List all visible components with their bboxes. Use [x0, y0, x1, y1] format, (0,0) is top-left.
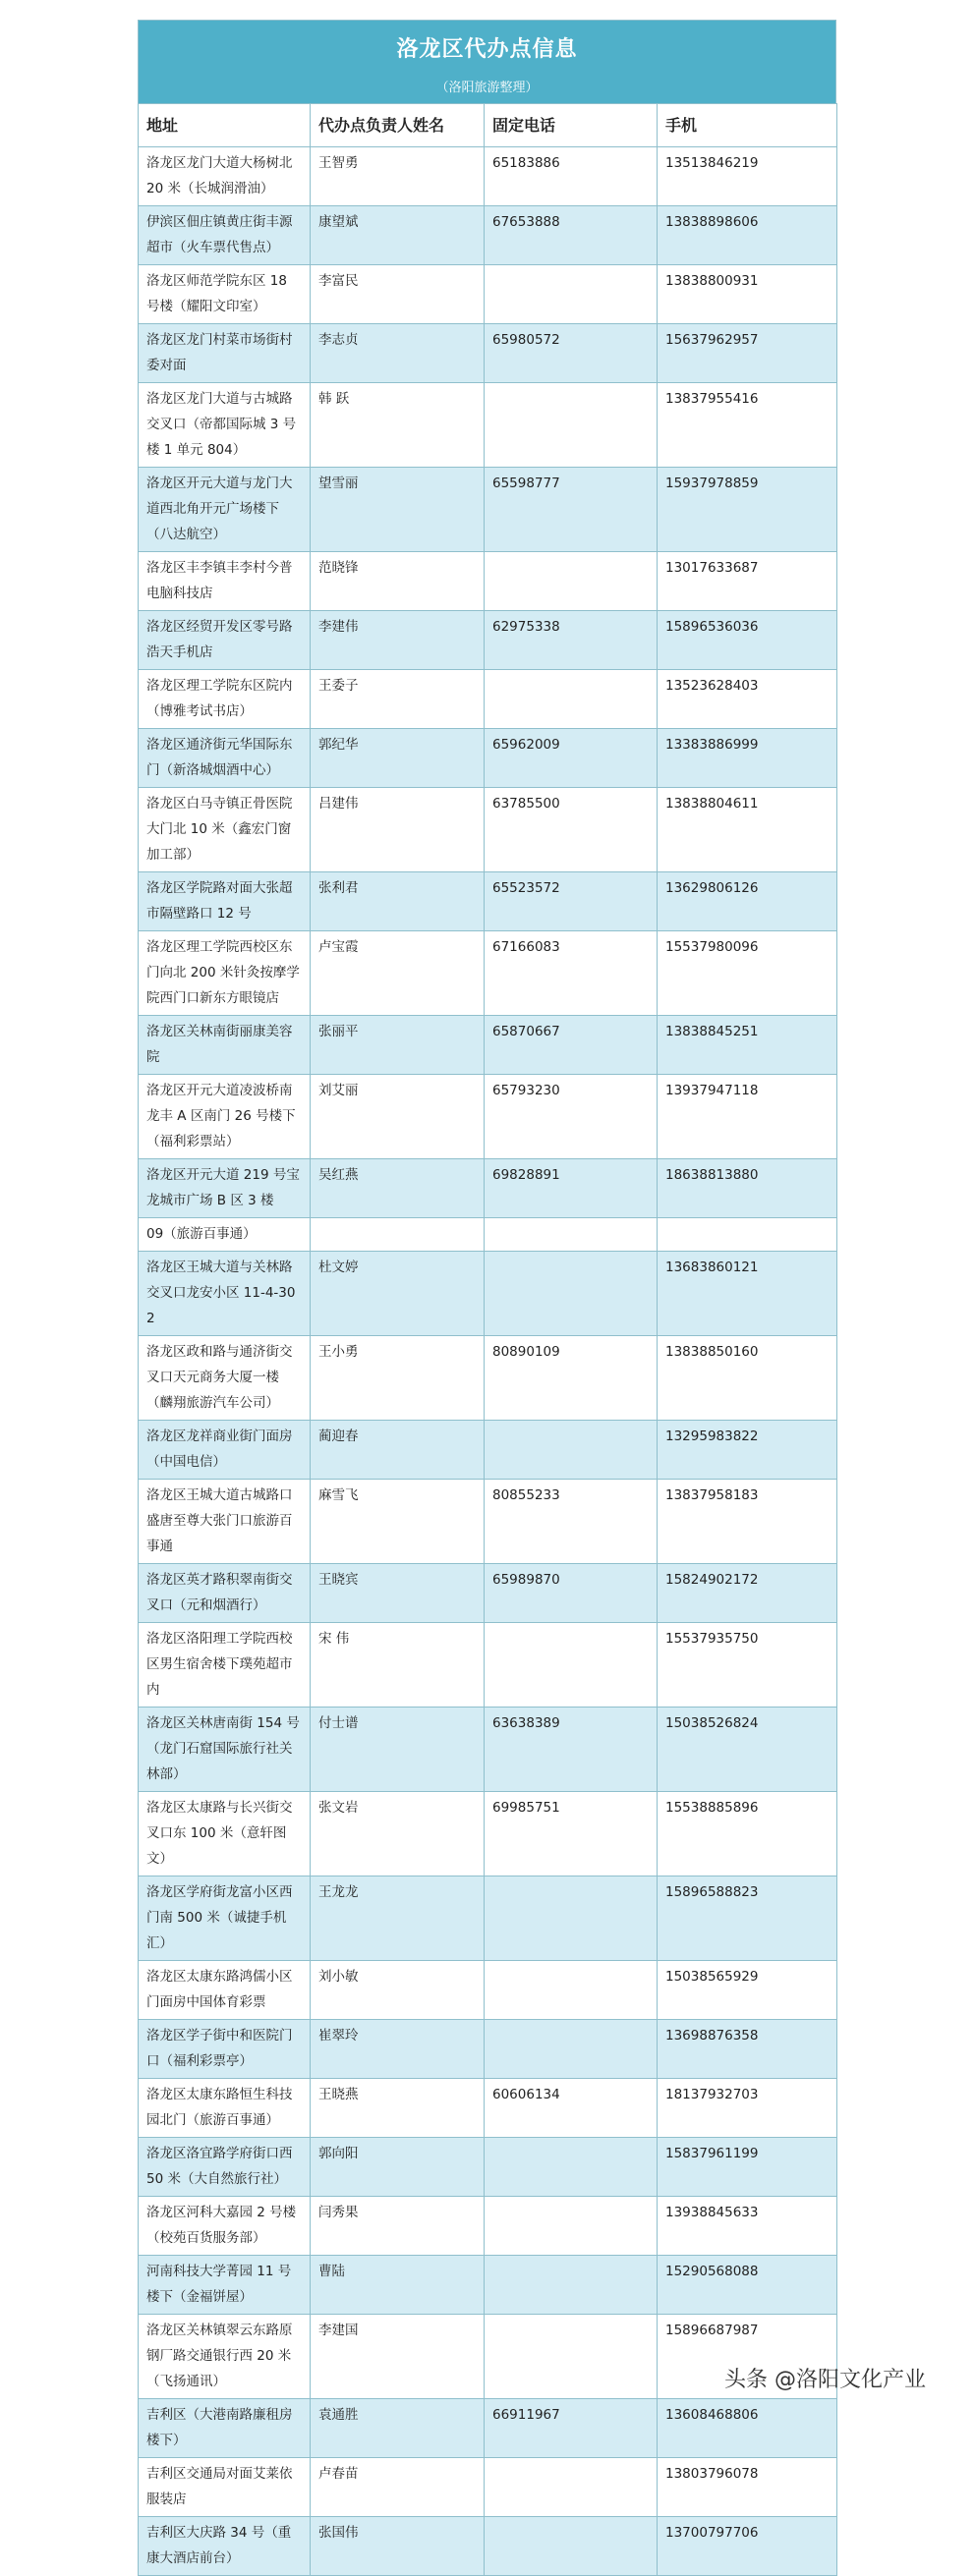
cell-address: 洛龙区政和路与通济街交叉口天元商务大厦一楼（麟翔旅游汽车公司）	[139, 1336, 311, 1421]
cell-agent-name: 李富民	[311, 265, 485, 324]
cell-address: 洛龙区王城大道与关林路交叉口龙安小区 11-4-302	[139, 1252, 311, 1336]
cell-mobile: 13698876358	[658, 2020, 837, 2079]
cell-mobile: 13803796078	[658, 2458, 837, 2517]
cell-address: 洛龙区理工学院东区院内（博雅考试书店）	[139, 670, 311, 729]
table-row	[139, 2517, 837, 2576]
table-row	[139, 1961, 837, 2020]
table-row	[139, 2256, 837, 2315]
cell-mobile: 13838800931	[658, 265, 837, 324]
cell-address: 洛龙区太康路与长兴街交叉口东 100 米（意轩图文）	[139, 1792, 311, 1876]
table-row	[139, 383, 837, 468]
cell-mobile: 15896536036	[658, 611, 837, 670]
cell-mobile: 13837958183	[658, 1480, 837, 1564]
table-row	[139, 206, 837, 265]
cell-landline	[485, 2517, 658, 2576]
cell-landline	[485, 2197, 658, 2256]
table-row	[139, 1421, 837, 1480]
cell-landline	[485, 552, 658, 611]
cell-agent-name: 麻雪飞	[311, 1480, 485, 1564]
cell-agent-name: 王晓宾	[311, 1564, 485, 1623]
cell-mobile: 13838850160	[658, 1336, 837, 1421]
table-row	[139, 1075, 837, 1159]
cell-mobile: 15537935750	[658, 1623, 837, 1708]
cell-agent-name: 王小勇	[311, 1336, 485, 1421]
cell-agent-name: 宋 伟	[311, 1623, 485, 1708]
cell-agent-name: 李建国	[311, 2315, 485, 2399]
cell-address: 洛龙区龙门大道大杨树北 20 米（长城润滑油）	[139, 147, 311, 206]
cell-mobile: 13838804611	[658, 788, 837, 872]
cell-landline: 63638389	[485, 1708, 658, 1792]
cell-landline	[485, 1252, 658, 1336]
cell-agent-name: 王委子	[311, 670, 485, 729]
cell-agent-name: 张丽平	[311, 1016, 485, 1075]
cell-address: 洛龙区开元大道与龙门大道西北角开元广场楼下（八达航空）	[139, 468, 311, 552]
cell-mobile: 13683860121	[658, 1252, 837, 1336]
cell-mobile: 15896687987	[658, 2315, 837, 2399]
cell-agent-name: 吕建伟	[311, 788, 485, 872]
cell-landline: 65980572	[485, 324, 658, 383]
table-row	[139, 1252, 837, 1336]
cell-address: 洛龙区学子街中和医院门口（福利彩票亭）	[139, 2020, 311, 2079]
watermark-text: 头条 @洛阳文化产业	[724, 2368, 926, 2392]
cell-landline: 80890109	[485, 1336, 658, 1421]
cell-mobile: 13838845251	[658, 1016, 837, 1075]
table-title: 洛龙区代办点信息	[396, 37, 578, 62]
cell-address: 洛龙区开元大道凌波桥南龙丰 A 区南门 26 号楼下（福利彩票站）	[139, 1075, 311, 1159]
table-row	[139, 2399, 837, 2458]
table-row	[139, 1623, 837, 1708]
table-row	[139, 931, 837, 1016]
cell-address: 洛龙区龙门大道与古城路交叉口（帝都国际城 3 号楼 1 单元 804）	[139, 383, 311, 468]
cell-address: 洛龙区河科大嘉园 2 号楼（校苑百货服务部）	[139, 2197, 311, 2256]
table-row	[139, 1876, 837, 1961]
cell-address: 伊滨区佃庄镇黄庄街丰源超市（火车票代售点）	[139, 206, 311, 265]
cell-address: 洛龙区学院路对面大张超市隔壁路口 12 号	[139, 872, 311, 931]
cell-agent-name: 袁通胜	[311, 2399, 485, 2458]
agency-table	[138, 103, 837, 2576]
cell-landline	[485, 2020, 658, 2079]
cell-agent-name: 望雪丽	[311, 468, 485, 552]
cell-agent-name: 卢宝霞	[311, 931, 485, 1016]
cell-mobile: 15038526824	[658, 1708, 837, 1792]
cell-landline	[485, 265, 658, 324]
cell-mobile: 15837961199	[658, 2138, 837, 2197]
cell-landline: 62975338	[485, 611, 658, 670]
cell-landline	[485, 2315, 658, 2399]
cell-landline	[485, 1961, 658, 2020]
cell-landline	[485, 2458, 658, 2517]
cell-agent-name: 刘艾丽	[311, 1075, 485, 1159]
cell-agent-name: 蔺迎春	[311, 1421, 485, 1480]
cell-mobile: 13700797706	[658, 2517, 837, 2576]
cell-mobile: 13017633687	[658, 552, 837, 611]
cell-address: 洛龙区关林唐南街 154 号（龙门石窟国际旅行社关林部）	[139, 1708, 311, 1792]
cell-address: 洛龙区师范学院东区 18 号楼（耀阳文印室）	[139, 265, 311, 324]
cell-agent-name: 杜文婷	[311, 1252, 485, 1336]
cell-address: 洛龙区关林镇翠云东路原钢厂路交通银行西 20 米（飞扬通讯）	[139, 2315, 311, 2399]
table-row	[139, 2138, 837, 2197]
table-body	[139, 147, 837, 2576]
cell-mobile: 15637962957	[658, 324, 837, 383]
cell-mobile: 15290568088	[658, 2256, 837, 2315]
cell-agent-name: 卢春苗	[311, 2458, 485, 2517]
cell-mobile: 13837955416	[658, 383, 837, 468]
cell-address: 吉利区大庆路 34 号（重康大酒店前台）	[139, 2517, 311, 2576]
cell-agent-name: 付士谱	[311, 1708, 485, 1792]
table-row	[139, 2458, 837, 2517]
cell-landline: 65989870	[485, 1564, 658, 1623]
cell-agent-name: 张国伟	[311, 2517, 485, 2576]
cell-mobile: 13838898606	[658, 206, 837, 265]
cell-agent-name	[311, 1218, 485, 1252]
cell-mobile: 15896588823	[658, 1876, 837, 1961]
cell-address: 洛龙区丰李镇丰李村今普电脑科技店	[139, 552, 311, 611]
cell-mobile: 18137932703	[658, 2079, 837, 2138]
table-row	[139, 1564, 837, 1623]
cell-landline: 65962009	[485, 729, 658, 788]
header-agent-name: 代办点负责人姓名	[311, 104, 485, 147]
table-row	[139, 552, 837, 611]
cell-mobile: 13383886999	[658, 729, 837, 788]
cell-landline	[485, 1421, 658, 1480]
table-subtitle: （洛阳旅游整理）	[435, 81, 539, 95]
cell-agent-name: 吴红燕	[311, 1159, 485, 1218]
cell-address: 洛龙区白马寺镇正骨医院大门北 10 米（鑫宏门窗加工部）	[139, 788, 311, 872]
cell-address: 洛龙区洛宜路学府街口西 50 米（大自然旅行社）	[139, 2138, 311, 2197]
cell-address: 洛龙区关林南街丽康美容院	[139, 1016, 311, 1075]
cell-address: 洛龙区洛阳理工学院西校区男生宿舍楼下璞苑超市内	[139, 1623, 311, 1708]
table-row	[139, 1016, 837, 1075]
cell-agent-name: 王晓燕	[311, 2079, 485, 2138]
cell-address: 洛龙区开元大道 219 号宝龙城市广场 B 区 3 楼	[139, 1159, 311, 1218]
table-row	[139, 670, 837, 729]
cell-mobile: 13513846219	[658, 147, 837, 206]
cell-landline: 65598777	[485, 468, 658, 552]
cell-mobile: 15038565929	[658, 1961, 837, 2020]
cell-address: 洛龙区经贸开发区零号路浩天手机店	[139, 611, 311, 670]
cell-mobile: 15538885896	[658, 1792, 837, 1876]
cell-landline: 69985751	[485, 1792, 658, 1876]
table-row	[139, 2020, 837, 2079]
table-row	[139, 265, 837, 324]
cell-address: 洛龙区太康东路鸿儒小区门面房中国体育彩票	[139, 1961, 311, 2020]
table-row	[139, 468, 837, 552]
cell-landline: 60606134	[485, 2079, 658, 2138]
cell-agent-name: 康望斌	[311, 206, 485, 265]
cell-address: 09（旅游百事通）	[139, 1218, 311, 1252]
cell-mobile: 13608468806	[658, 2399, 837, 2458]
cell-agent-name: 李志贞	[311, 324, 485, 383]
cell-agent-name: 郭纪华	[311, 729, 485, 788]
table-row	[139, 1708, 837, 1792]
cell-landline: 67653888	[485, 206, 658, 265]
cell-mobile: 13295983822	[658, 1421, 837, 1480]
header-landline: 固定电话	[485, 104, 658, 147]
cell-landline	[485, 670, 658, 729]
cell-agent-name: 韩 跃	[311, 383, 485, 468]
cell-agent-name: 郭向阳	[311, 2138, 485, 2197]
cell-mobile: 18638813880	[658, 1159, 837, 1218]
cell-mobile: 15824902172	[658, 1564, 837, 1623]
header-address: 地址	[139, 104, 311, 147]
cell-landline: 65523572	[485, 872, 658, 931]
table-row	[139, 147, 837, 206]
cell-landline	[485, 1218, 658, 1252]
cell-address: 洛龙区龙门村菜市场街村委对面	[139, 324, 311, 383]
cell-landline: 69828891	[485, 1159, 658, 1218]
cell-landline: 65183886	[485, 147, 658, 206]
cell-landline: 67166083	[485, 931, 658, 1016]
cell-address: 洛龙区龙祥商业街门面房（中国电信）	[139, 1421, 311, 1480]
table-row	[139, 611, 837, 670]
cell-mobile	[658, 1218, 837, 1252]
cell-landline	[485, 2138, 658, 2197]
cell-address: 洛龙区太康东路恒生科技园北门（旅游百事通）	[139, 2079, 311, 2138]
table-row	[139, 1159, 837, 1218]
cell-agent-name: 曹陆	[311, 2256, 485, 2315]
cell-landline: 65793230	[485, 1075, 658, 1159]
cell-agent-name: 王龙龙	[311, 1876, 485, 1961]
cell-agent-name: 张文岩	[311, 1792, 485, 1876]
cell-address: 吉利区交通局对面艾莱依服装店	[139, 2458, 311, 2517]
cell-address: 河南科技大学菁园 11 号楼下（金福饼屋）	[139, 2256, 311, 2315]
table-row	[139, 729, 837, 788]
cell-agent-name: 范晓锋	[311, 552, 485, 611]
cell-agent-name: 张利君	[311, 872, 485, 931]
table-header-row	[139, 104, 837, 147]
cell-mobile: 13938845633	[658, 2197, 837, 2256]
cell-landline	[485, 2256, 658, 2315]
cell-mobile: 13523628403	[658, 670, 837, 729]
table-row	[139, 788, 837, 872]
cell-agent-name: 闫秀果	[311, 2197, 485, 2256]
cell-agent-name: 李建伟	[311, 611, 485, 670]
cell-landline: 63785500	[485, 788, 658, 872]
cell-landline	[485, 1623, 658, 1708]
cell-agent-name: 崔翠玲	[311, 2020, 485, 2079]
cell-mobile: 15537980096	[658, 931, 837, 1016]
cell-address: 洛龙区英才路积翠南街交叉口（元和烟酒行）	[139, 1564, 311, 1623]
cell-address: 洛龙区王城大道古城路口盛唐至尊大张门口旅游百事通	[139, 1480, 311, 1564]
cell-mobile: 15937978859	[658, 468, 837, 552]
table-row	[139, 2197, 837, 2256]
table-row	[139, 1336, 837, 1421]
table-row	[139, 324, 837, 383]
cell-address: 洛龙区通济街元华国际东门（新洛城烟酒中心）	[139, 729, 311, 788]
cell-agent-name: 刘小敏	[311, 1961, 485, 2020]
cell-mobile: 13937947118	[658, 1075, 837, 1159]
table-row	[139, 1792, 837, 1876]
cell-mobile: 13629806126	[658, 872, 837, 931]
cell-address: 吉利区（大港南路廉租房楼下）	[139, 2399, 311, 2458]
agency-table-container	[138, 20, 836, 2576]
cell-landline: 80855233	[485, 1480, 658, 1564]
cell-address: 洛龙区学府街龙富小区西门南 500 米（诚捷手机汇）	[139, 1876, 311, 1961]
table-row	[139, 2079, 837, 2138]
cell-address: 洛龙区理工学院西校区东门向北 200 米针灸按摩学院西门口新东方眼镜店	[139, 931, 311, 1016]
table-row	[139, 1218, 837, 1252]
table-row	[139, 872, 837, 931]
table-row	[139, 1480, 837, 1564]
table-title-band	[138, 20, 836, 103]
cell-landline	[485, 1876, 658, 1961]
header-mobile: 手机	[658, 104, 837, 147]
cell-landline	[485, 383, 658, 468]
cell-landline: 65870667	[485, 1016, 658, 1075]
cell-landline: 66911967	[485, 2399, 658, 2458]
cell-agent-name: 王智勇	[311, 147, 485, 206]
